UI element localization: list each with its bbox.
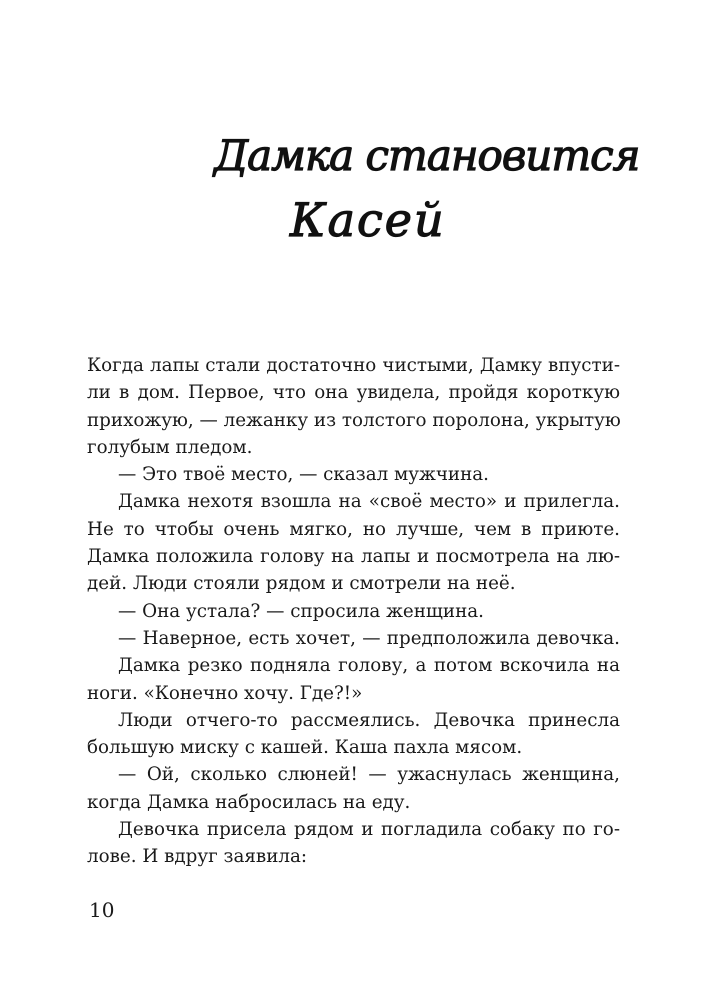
text-line: дей. Люди стояли рядом и смотрели на неё.: [87, 573, 516, 595]
text-line: Девочка присела рядом и погладила собаку по го-: [118, 819, 620, 841]
page-number: 10: [89, 898, 115, 922]
text-line: Люди отчего-то рассмеялись. Девочка принесла: [118, 709, 620, 731]
text-line: лове. И вдруг заявила:: [87, 846, 308, 868]
text-line: ли в дом. Первое, что она увидела, пройдя короткую: [87, 382, 620, 404]
chapter-title-line-1: Дамка становится: [214, 131, 640, 180]
text-line: ноги. «Конечно хочу. Где?!»: [87, 682, 363, 704]
text-line: когда Дамка набросилась на еду.: [87, 791, 411, 813]
text-line: Дамка резко подняла голову, а потом вскочила на: [118, 655, 620, 677]
chapter-title-line-2: Касей: [290, 193, 446, 247]
dialogue-line: — Ой, сколько слюней! — ужаснулась женщина,: [118, 764, 620, 786]
text-line: Дамка нехотя взошла на «своё место» и прилегла.: [118, 491, 620, 513]
chapter-title: [200, 118, 640, 248]
text-line: Дамка положила голову на лапы и посмотрела на лю-: [87, 546, 620, 568]
chapter-body: [87, 352, 620, 871]
dialogue-line: — Это твоё место, — сказал мужчина.: [118, 464, 489, 486]
text-line: Когда лапы стали достаточно чистыми, Дамку впусти-: [87, 355, 620, 376]
text-line: прихожую, — лежанку из толстого поролона, укрытую: [87, 409, 621, 431]
dialogue-line: — Наверное, есть хочет, — предположила девочка.: [118, 627, 620, 649]
text-line: голубым пледом.: [87, 436, 253, 458]
text-line: большую миску с кашей. Каша пахла мясом.: [87, 737, 523, 759]
text-line: Не то чтобы очень мягко, но лучше, чем в приюте.: [87, 518, 620, 540]
chapter-title-lettering: [200, 118, 640, 248]
dialogue-line: — Она устала? — спросила женщина.: [118, 600, 484, 622]
